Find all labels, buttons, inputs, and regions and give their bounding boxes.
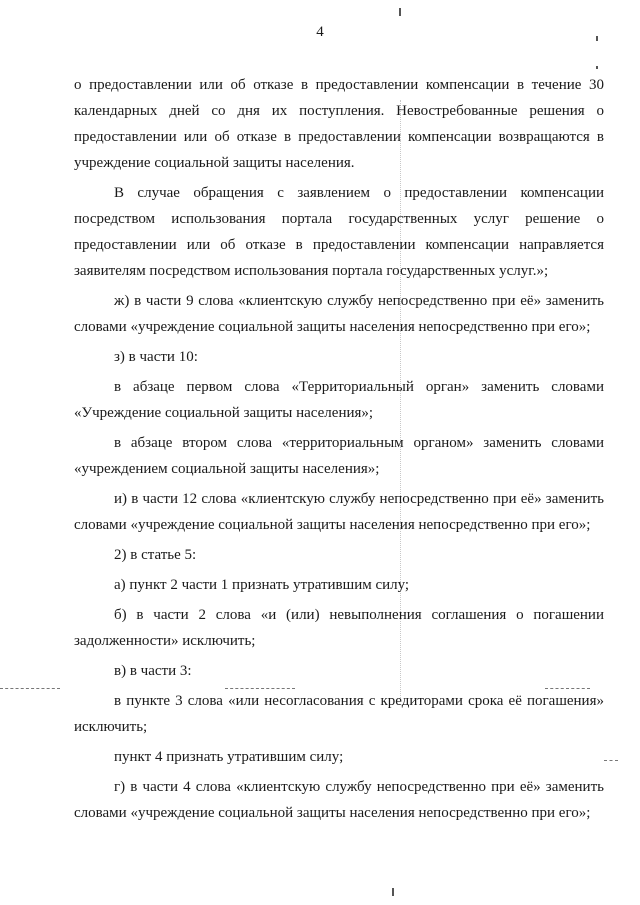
paragraph: г) в части 4 слова «клиентскую службу непосредственно при её» заменить словами «учреждение социальной защиты населения непосредственно при его»; [74, 779, 604, 821]
page-number: 4 [316, 24, 324, 40]
paragraph: в пункте 3 слова «или несогласования с кредиторами срока её погашения» исключить; [74, 693, 604, 735]
paragraph: в абзаце втором слова «территориальным органом» заменить словами «учреждением социальной защиты населения»; [74, 435, 604, 477]
paragraph: а) пункт 2 части 1 признать утратившим силу; [114, 577, 410, 593]
document-body [74, 72, 604, 826]
scan-mark [392, 888, 394, 896]
paragraph: и) в части 12 слова «клиентскую службу непосредственно при её» заменить словами «учреждение социальной защиты населения непосредственно при его»; [74, 491, 604, 533]
scan-mark [399, 8, 401, 16]
paragraph: в) в части 3: [114, 663, 192, 679]
paragraph: ж) в части 9 слова «клиентскую службу непосредственно при её» заменить словами «учреждение социальной защиты населения непосредственно при его»; [74, 293, 604, 335]
scan-dash [0, 688, 60, 690]
scan-mark [596, 66, 598, 69]
paragraph: 2) в статье 5: [114, 547, 197, 563]
scan-dash [604, 760, 618, 762]
paragraph: о предоставлении или об отказе в предоставлении компенсации в течение 30 календарных дней со дня их поступления. Невостребованные решения о предоставлении или об отказе в предоставлении компенсации возвращаются в учреждение социальной защиты населения. [74, 77, 604, 171]
paragraph: В случае обращения с заявлением о предоставлении компенсации посредством использования портала государственных услуг решение о предоставлении или об отказе в предоставлении компенсации направляется заявителям посредством использования портала государственных услуг.»; [74, 185, 604, 279]
paragraph: пункт 4 признать утратившим силу; [114, 749, 344, 765]
paragraph: б) в части 2 слова «и (или) невыполнения соглашения о погашении задолженности» исключить; [74, 607, 604, 649]
paragraph: з) в части 10: [114, 349, 198, 365]
paragraph: в абзаце первом слова «Территориальный орган» заменить словами «Учреждение социальной защиты населения»; [74, 379, 604, 421]
